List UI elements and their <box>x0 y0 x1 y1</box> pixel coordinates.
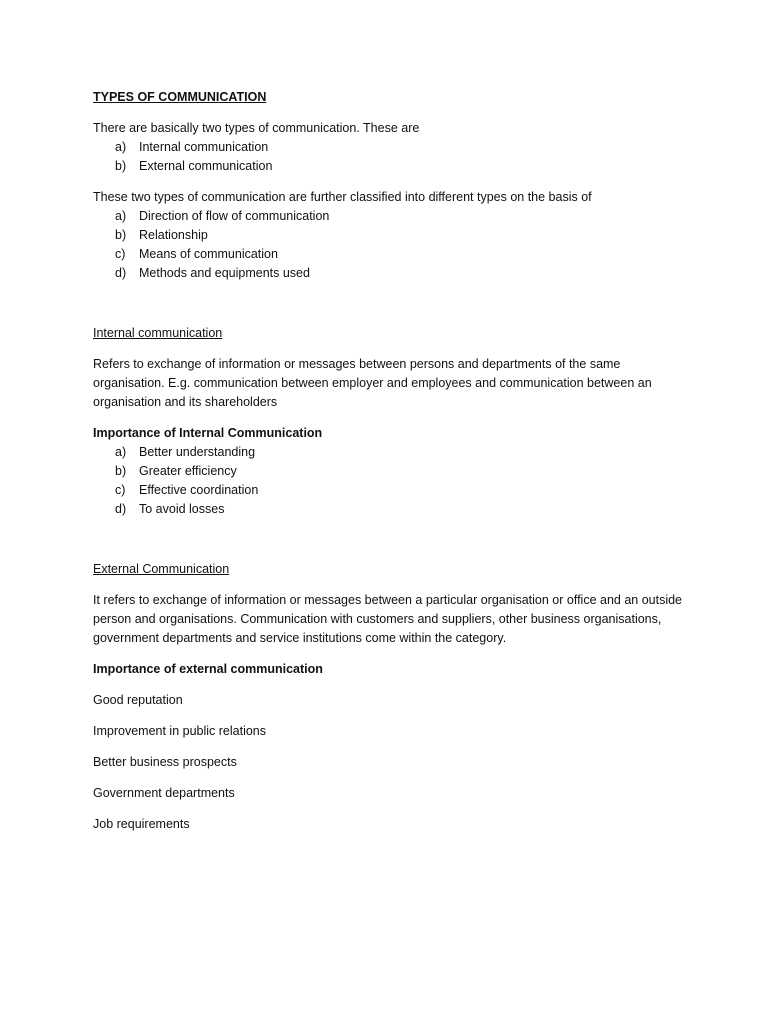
types-list <box>93 138 683 176</box>
list-marker: a) <box>115 445 127 459</box>
list-item-text: Effective coordination <box>139 483 259 497</box>
list-item-text: Internal communication <box>139 140 269 154</box>
list-item-text: Relationship <box>139 228 208 242</box>
intro-paragraph: There are basically two types of communication. These are <box>93 121 420 135</box>
list-item <box>93 157 683 176</box>
list-item <box>93 138 683 157</box>
page-title: TYPES OF COMMUNICATION <box>93 90 267 104</box>
list-item-text: To avoid losses <box>139 502 225 516</box>
list-item-text: Methods and equipments used <box>139 266 310 280</box>
list-marker: b) <box>115 159 127 173</box>
external-importance-item: Better business prospects <box>93 755 237 769</box>
list-item <box>93 462 683 481</box>
list-marker: b) <box>115 464 127 478</box>
list-marker: a) <box>115 209 127 223</box>
list-marker: c) <box>115 247 126 261</box>
external-importance-item: Government departments <box>93 786 235 800</box>
internal-importance-heading: Importance of Internal Communication <box>93 426 323 440</box>
external-importance-item: Good reputation <box>93 693 183 707</box>
external-definition: It refers to exchange of information or messages between a particular organisation or office and an outside person and organisations. Communication with customers and suppliers, other business organisations, government departments and service institutions come within the category. <box>93 593 683 645</box>
list-item-text: Means of communication <box>139 247 278 261</box>
classification-list <box>93 207 683 283</box>
list-item-text: Greater efficiency <box>139 464 237 478</box>
list-item-text: External communication <box>139 159 273 173</box>
external-importance-item: Improvement in public relations <box>93 724 266 738</box>
list-marker: a) <box>115 140 127 154</box>
list-item <box>93 443 683 462</box>
list-item <box>93 500 683 519</box>
external-importance-item: Job requirements <box>93 817 190 831</box>
list-item <box>93 245 683 264</box>
list-marker: c) <box>115 483 126 497</box>
list-marker: d) <box>115 502 127 516</box>
classification-intro: These two types of communication are further classified into different types on the basis of <box>93 190 592 204</box>
internal-heading: Internal communication <box>93 326 223 340</box>
external-importance-heading: Importance of external communication <box>93 662 323 676</box>
list-item <box>93 207 683 226</box>
list-marker: d) <box>115 266 127 280</box>
list-item <box>93 264 683 283</box>
list-marker: b) <box>115 228 127 242</box>
list-item-text: Better understanding <box>139 445 256 459</box>
list-item <box>93 481 683 500</box>
list-item <box>93 226 683 245</box>
list-item-text: Direction of flow of communication <box>139 209 330 223</box>
internal-definition: Refers to exchange of information or messages between persons and departments of the same organisation. E.g. communication between employer and employees and communication between an organisation and its shareholders <box>93 357 652 409</box>
internal-importance-list <box>93 443 683 519</box>
document-content <box>93 88 683 834</box>
external-heading: External Communication <box>93 562 230 576</box>
